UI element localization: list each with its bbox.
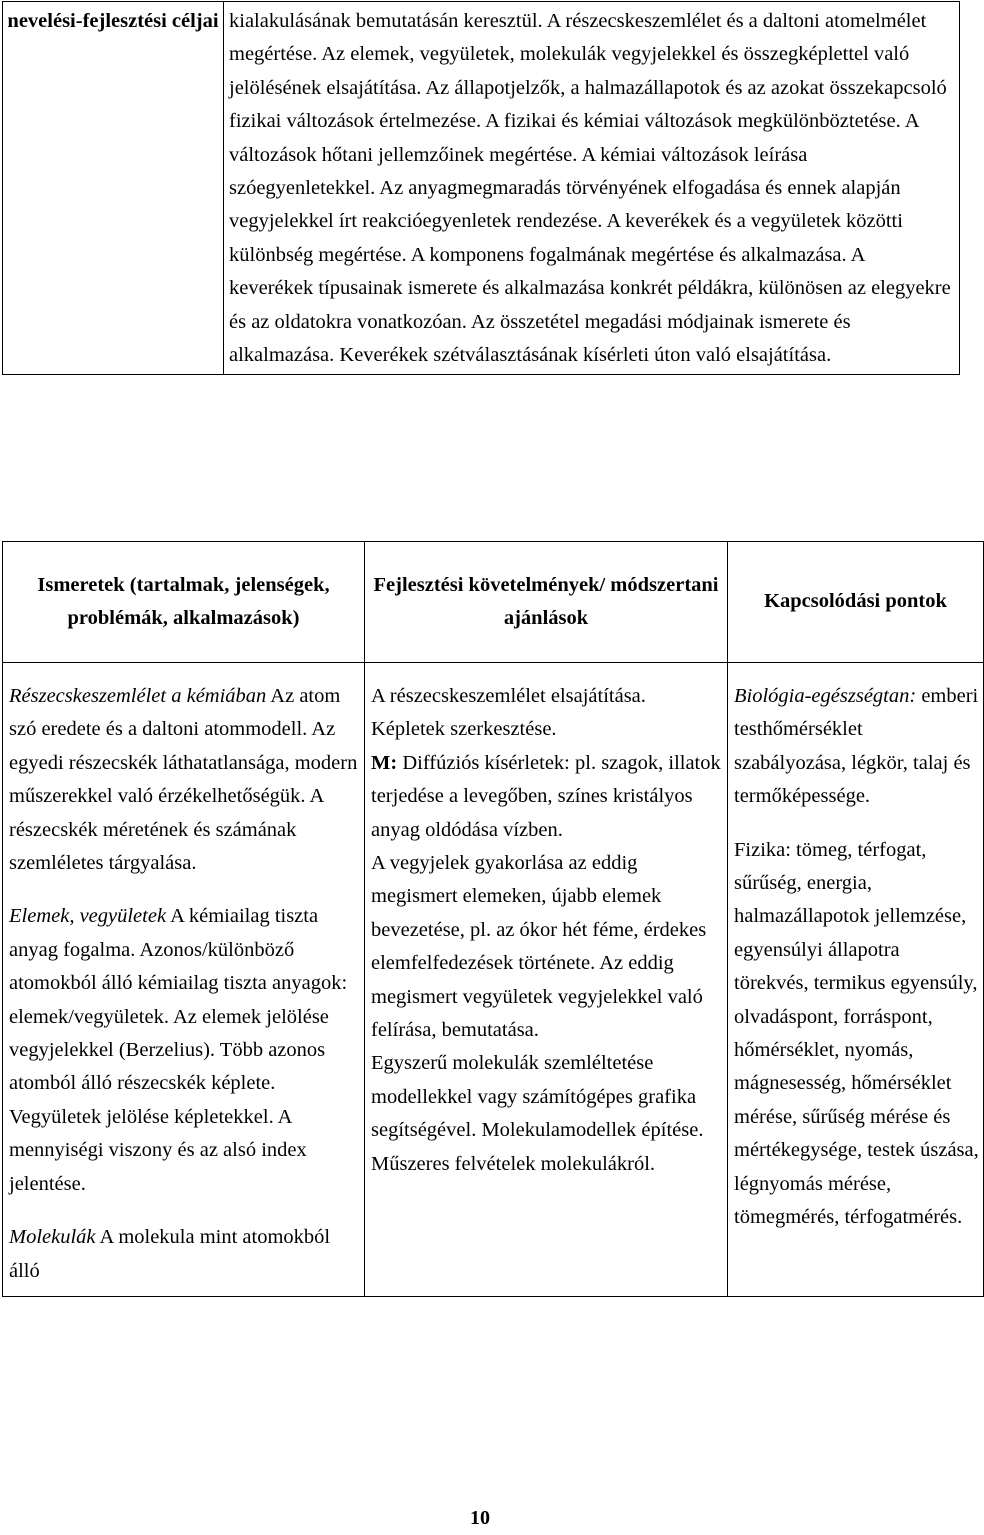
page-number: 10	[470, 1507, 490, 1529]
req-para-2	[371, 747, 723, 847]
req-para-3: A vegyjelek gyakorlása az eddig megismert elemeken, újabb elemek bevezetése, pl. az ókor hét féme, érdekes elemfelfedezések története. Az eddig megismert vegyületek vegyjelekkel való felírása, bemutatása.	[371, 852, 707, 1042]
req-para-1: A részecskeszemlélet elsajátítása. Képletek szerkesztése.	[371, 685, 646, 741]
connections-cell	[728, 663, 984, 1297]
goals-table	[2, 1, 960, 375]
header-requirements: Fejlesztési követelmények/ módszertani ajánlások	[365, 542, 728, 663]
section-title-elements: Elemek, vegyületek	[9, 905, 167, 928]
goals-text: kialakulásának bemutatásán keresztül. A részecskeszemlélet és a daltoni atomelmélet megértése. Az elemek, vegyületek, molekulák vegyjelekkel és összegképlettel való jelölésének elsajátítása. Az állapotjelzők, a halmazállapotok és az azokat összekapcsoló fizikai változások értelmezése. A fizikai és kémiai változások megkülönböztetése. A változások hőtani jellemzőinek megértése. A kémiai változások leírása szóegyenletekkel. Az anyagmegmaradás törvényének elfogadása és ennek alapján vegyjelekkel írt reakcióegyenletek rendezése. A keverékek és a vegyületek közötti különbség megértése. A komponens fogalmának megértése és alkalmazása. A keverékek típusainak ismerete és alkalmazása konkrét példákra, különösen az elegyekre és az oldatokra vonatkozóan. Az összetétel megadási módjainak ismerete és alkalmazása. Keverékek szétválasztásának kísérleti úton való elsajátítása.	[224, 2, 960, 375]
connection-text-physics: Fizika: tömeg, térfogat, sűrűség, energia, halmazállapotok jellemzése, egyensúlyi állapotra törekvés, termikus egyensúly, olvadáspont, forráspont, hőmérséklet, nyomás, mágnesesség, hőmérséklet mérése, sűrűség mérése és mértékegysége, testek úszása, légnyomás mérése, tömegmérés, térfogatmérés.	[734, 838, 979, 1229]
knowledge-cell	[3, 663, 365, 1297]
section-title-molecules: Molekulák	[9, 1226, 96, 1249]
section-text-particles: Az atom szó eredete és a daltoni atommodell. Az egyedi részecskék láthatatlansága, modern műszerekkel való érzékelhetőségük. A részecskék méretének és számának szemléletes tárgyalása.	[9, 685, 358, 875]
connection-text-biology: emberi testhőmérséklet szabályozása, légkör, talaj és termőképessége.	[734, 685, 979, 808]
goals-label: nevelési-fejlesztési céljai	[3, 2, 224, 375]
requirements-cell	[365, 663, 728, 1297]
section-text-elements: A kémiailag tiszta anyag fogalma. Azonos/különböző atomokból álló kémiailag tiszta anyagok: elemek/vegyületek. Az elemek jelölése vegyjelekkel (Berzelius). Több azonos atomból álló részecskék képlete. Vegyületek jelölése képletekkel. A mennyiségi viszony és az alsó index jelentése.	[9, 905, 348, 1195]
header-knowledge: Ismeretek (tartalmak, jelenségek, problémák, alkalmazások)	[3, 542, 365, 663]
connection-title-biology: Biológia-egészségtan:	[734, 685, 917, 707]
header-connections: Kapcsolódási pontok	[728, 542, 984, 663]
curriculum-table	[2, 541, 984, 1297]
req-method-text: Diffúziós kísérletek: pl. szagok, illatok terjedése a levegőben, színes kristályos anyag oldódása vízben.	[371, 751, 721, 841]
section-title-particles: Részecskeszemlélet a kémiában	[9, 685, 267, 707]
section-text-molecules: A molekula mint atomokból álló	[9, 1226, 331, 1282]
req-para-4: Egyszerű molekulák szemléltetése modellekkel vagy számítógépes grafika segítségével. Molekulamodellek építése. Műszeres felvételek molekulákról.	[371, 1052, 704, 1175]
req-method-label: M:	[371, 751, 398, 774]
